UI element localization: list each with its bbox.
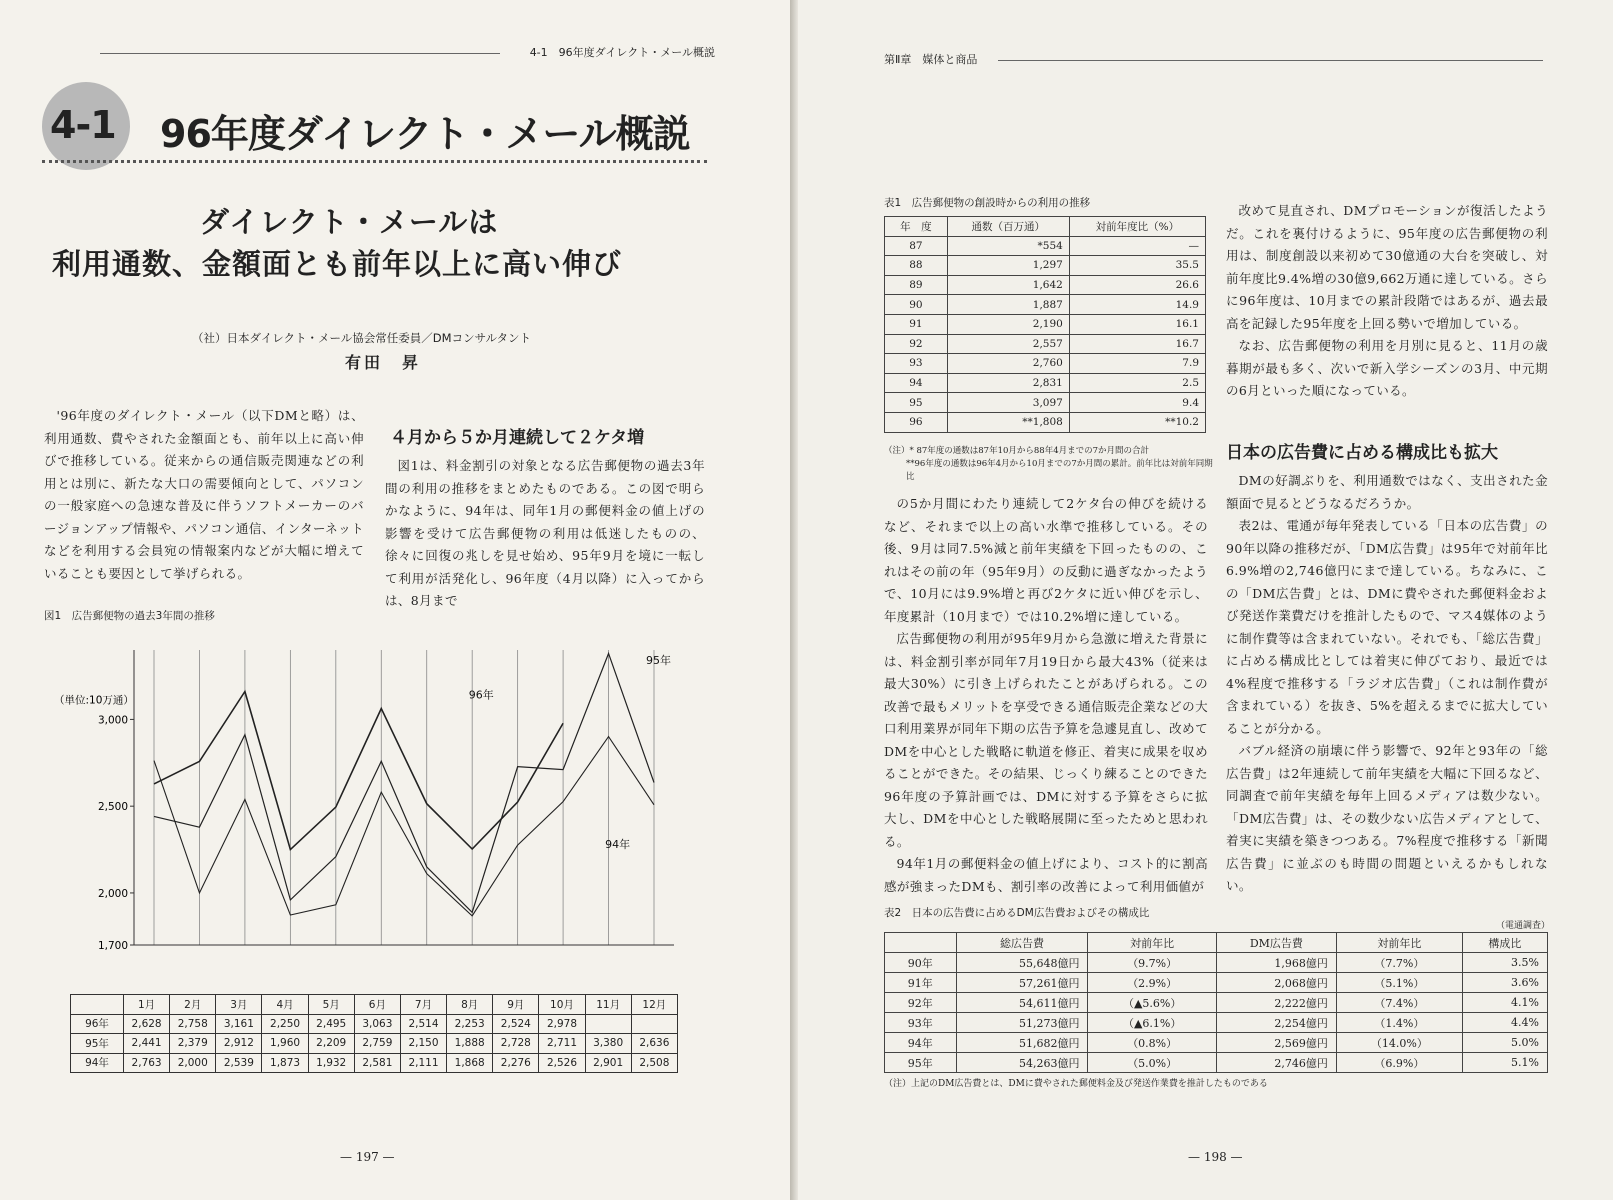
table-cell: 94年: [885, 1033, 957, 1053]
table-cell: 26.6: [1069, 275, 1205, 295]
chart-data-label: 2,636: [631, 1034, 677, 1054]
table-header-cell: 対前年比: [1088, 933, 1216, 953]
table-cell: 16.1: [1069, 314, 1205, 334]
chart-data-label: 2,441: [124, 1034, 170, 1054]
table-row: [885, 1053, 1548, 1073]
table-cell: （▲6.1%）: [1088, 1013, 1216, 1033]
chart-data-label: 1,868: [447, 1053, 493, 1073]
table1-body: [885, 236, 1206, 432]
table-header-cell: 総広告費: [956, 933, 1088, 953]
paragraph: バブル経済の崩壊に伴う影響で、92年と93年の「総広告費」は2年連続して前年実績を大幅に下回るなど、同調査で前年実績を毎年上回るメディアは数少ない。「DM広告費」は、その数少ない広告メディアとして、着実に実績を築きつつある。7%程度で推移する「新聞広告費」に並ぶのも時間の問題といえるかもしれない。: [1226, 743, 1548, 893]
table-cell: 1,968億円: [1216, 953, 1336, 973]
right-column-2: [1226, 200, 1548, 403]
series-label: 95年: [646, 653, 672, 667]
intro-paragraph: [44, 405, 364, 585]
chart-data-label: 1,873: [262, 1053, 308, 1073]
page-number: — 197 —: [340, 1150, 395, 1164]
table-cell: 16.7: [1069, 334, 1205, 354]
table-cell: 7.9: [1069, 354, 1205, 374]
table-header-cell: 対前年度比（%）: [1069, 217, 1205, 237]
paragraph: DMの好調ぶりを、利用通数ではなく、支出された金額面で見るとどうなるだろうか。: [1226, 473, 1549, 511]
table-row: [885, 973, 1548, 993]
table-row: [885, 393, 1206, 413]
chart-data-label: 3,161: [216, 1014, 262, 1034]
table1-note-2: **96年度の通数は96年4月から10月までの7か月間の累計。前年比は対前年同期比: [906, 459, 1213, 482]
table-cell: 2,760: [947, 354, 1069, 374]
table2-header-row: [885, 933, 1548, 953]
table-cell: 3,097: [947, 393, 1069, 413]
left-page: [0, 0, 790, 1200]
running-head-rule: [100, 53, 500, 54]
chart-data-label: 2,912: [216, 1034, 262, 1054]
series-name: 94年: [71, 1053, 124, 1073]
table1: [884, 216, 1206, 433]
y-tick-label: 1,700: [97, 940, 128, 952]
y-axis-label: （単位:10万通）: [54, 694, 134, 707]
table-cell: 93年: [885, 1013, 957, 1033]
table2-source: （電通調査）: [1495, 921, 1550, 931]
table-header-cell: [885, 933, 957, 953]
table2: [884, 932, 1548, 1073]
chart-data-label: 2,111: [400, 1053, 446, 1073]
chart-data-label: 2,508: [631, 1053, 677, 1073]
chart-data-label: 2,759: [354, 1034, 400, 1054]
chart-tick-label: 3月: [216, 995, 262, 1015]
table-cell: 2,190: [947, 314, 1069, 334]
paragraph: の5か月間にわたり連続して2ケタ台の伸びを続けるなど、それまで以上の高い水準で推移している。その後、9月は同7.5%減と前年実績を下回ったものの、これはその前の年（95年9月）の反動に過ぎなかったようで、10月には9.9%増と再び2ケタに近い伸びを示し、年度累計（10月まで）では10.2%増に達している。: [884, 496, 1208, 624]
table-header-cell: [71, 995, 124, 1015]
paragraph: 94年1月の郵便料金の値上げにより、コスト的に割高感が強まったDMも、割引率の改善によって利用価値が: [884, 856, 1208, 894]
chart-data-table: [70, 994, 678, 1073]
chart-tick-label: 6月: [354, 995, 400, 1015]
author-name: 有田 昇: [345, 353, 422, 372]
table-cell: *554: [947, 236, 1069, 256]
table-cell: （5.1%）: [1336, 973, 1462, 993]
table-row: [885, 993, 1548, 1013]
table1-header-row: [885, 217, 1206, 237]
table-cell: 2.5: [1069, 373, 1205, 393]
table-cell: 89: [885, 275, 948, 295]
column-subheading: ４月から５か月連続して２ケタ増: [390, 428, 645, 448]
chart-tick-label: 8月: [447, 995, 493, 1015]
table-cell: （0.8%）: [1088, 1033, 1216, 1053]
chart-data-label: 1,888: [447, 1034, 493, 1054]
table-cell: 91: [885, 314, 948, 334]
chart-data-label: 2,758: [170, 1014, 216, 1034]
table-cell: 51,273億円: [956, 1013, 1088, 1033]
y-tick-label: 3,000: [97, 714, 128, 727]
table-cell: 91年: [885, 973, 957, 993]
table-header-cell: 構成比: [1462, 933, 1547, 953]
table-cell: 35.5: [1069, 256, 1205, 276]
series-line: [154, 653, 654, 912]
chart-data-label: 2,276: [493, 1053, 539, 1073]
table-cell: （7.4%）: [1336, 993, 1462, 1013]
series-label: 96年: [468, 688, 494, 702]
chart-data-label: 2,250: [262, 1014, 308, 1034]
table-cell: 2,068億円: [1216, 973, 1336, 993]
y-tick-label: 2,000: [97, 887, 128, 900]
headline-line-2: 利用通数、金額面とも前年以上に高い伸び: [52, 247, 623, 281]
y-tick-label: 2,500: [97, 801, 128, 814]
running-head: 4-1 96年度ダイレクト・メール概説: [529, 46, 715, 59]
chart-data-label: 2,209: [308, 1034, 354, 1054]
table-cell: 57,261億円: [956, 973, 1088, 993]
right-column-2b: [1226, 470, 1548, 898]
chart-data-label: [631, 1014, 677, 1034]
chart-table-body: [71, 1014, 678, 1073]
intro-text: '96年度のダイレクト・メール（以下DMと略）は、利用通数、費やされた金額面とも、前年以上に高い伸びで推移している。従来からの通信販売関連などの利用とは別に、新たな大口の需要傾向として、パソコンの一般家庭への急速な普及に伴うソフトメーカーのバージョンアップ情報や、パソコン通信、インターネットなどを利用する会員宛の情報案内などが大幅に増えていることも要因として挙げられる。: [44, 408, 364, 581]
table-cell: 94: [885, 373, 948, 393]
table-header-cell: 年 度: [885, 217, 948, 237]
table-cell: （7.7%）: [1336, 953, 1462, 973]
table-cell: 2,569億円: [1216, 1033, 1336, 1053]
table-cell: 1,642: [947, 275, 1069, 295]
table-cell: 5.0%: [1462, 1033, 1547, 1053]
table-cell: 2,557: [947, 334, 1069, 354]
table-cell: 92: [885, 334, 948, 354]
chart-data-label: 2,379: [170, 1034, 216, 1054]
table1-notes: [884, 445, 1214, 484]
table-cell: （▲5.6%）: [1088, 993, 1216, 1013]
table-cell: 4.4%: [1462, 1013, 1547, 1033]
table-header-cell: 対前年比: [1336, 933, 1462, 953]
paragraph: 改めて見直され、DMプロモーションが復活したようだ。これを裏付けるように、95年度の広告郵便物の利用は、制度創設以来初めて30億通の大台を突破し、対前年度比9.4%増の30億9,662万通に達している。さらに96年度は、10月までの累計段階ではあるが、過去最高を記録した95年度を上回る勢いで増加している。: [1226, 203, 1548, 331]
series-name: 96年: [71, 1014, 124, 1034]
table-row: [71, 1053, 678, 1073]
chart-data-label: 2,514: [400, 1014, 446, 1034]
table-cell: 54,611億円: [956, 993, 1088, 1013]
table-cell: 87: [885, 236, 948, 256]
table-cell: **10.2: [1069, 412, 1205, 432]
right-column-1: [884, 493, 1208, 898]
table-cell: 92年: [885, 993, 957, 1013]
chart-data-label: 3,063: [354, 1014, 400, 1034]
table-cell: 95年: [885, 1053, 957, 1073]
chart-data-label: 2,526: [539, 1053, 585, 1073]
table-cell: 51,682億円: [956, 1033, 1088, 1053]
table-row: [885, 314, 1206, 334]
running-head: 第Ⅱ章 媒体と商品: [884, 53, 978, 66]
table-header-cell: DM広告費: [1216, 933, 1336, 953]
table-cell: 1,297: [947, 256, 1069, 276]
table-row: [885, 236, 1206, 256]
right-subheading: 日本の広告費に占める構成比も拡大: [1226, 443, 1498, 463]
table2-note: （注）上記のDM広告費とは、DMに費やされた郵便料金及び発送作業費を推計したものである: [884, 1079, 1268, 1089]
table2-body: [885, 953, 1548, 1073]
table2-caption: 表2 日本の広告費に占めるDM広告費およびその構成比: [884, 907, 1150, 919]
title-dotted-rule: [42, 160, 707, 163]
table-cell: （9.7%）: [1088, 953, 1216, 973]
table-row: [885, 412, 1206, 432]
chart-tick-label: 5月: [308, 995, 354, 1015]
line-chart: [44, 640, 684, 970]
series-label: 94年: [605, 837, 631, 851]
table-cell: （2.9%）: [1088, 973, 1216, 993]
chart-data-label: 1,960: [262, 1034, 308, 1054]
chart-data-label: 1,932: [308, 1053, 354, 1073]
table-cell: **1,808: [947, 412, 1069, 432]
table-cell: （5.0%）: [1088, 1053, 1216, 1073]
table-row: [885, 354, 1206, 374]
chart-data-label: 2,495: [308, 1014, 354, 1034]
table-row: [885, 334, 1206, 354]
table-cell: 55,648億円: [956, 953, 1088, 973]
table-header-cell: 通数（百万通）: [947, 217, 1069, 237]
table-cell: 90年: [885, 953, 957, 973]
table-cell: 2,831: [947, 373, 1069, 393]
chart-tick-label: 2月: [170, 995, 216, 1015]
table-row: [71, 1014, 678, 1034]
chart-data-label: 2,000: [170, 1053, 216, 1073]
chart-tick-label: 12月: [631, 995, 677, 1015]
paragraph: 広告郵便物の利用が95年9月から急激に増えた背景には、料金割引率が同年7月19日から最大43%（従来は最大30%）に引き上げられたことがあげられる。この改善で最もメリットを享受できる通信販売企業などの大口利用業界が同年下期の広告予算を急遽見直し、改めてDMを中心とした戦略に軌道を修正、着実に成果を収めることができた。その結果、じっくり練ることのできた96年度の予算計画では、DMに対する予算をさらに拡大し、DMを中心とした戦略展開に至ったためと思われる。: [884, 631, 1208, 849]
headline-line-1: ダイレクト・メールは: [200, 205, 499, 239]
chart-data-label: 3,380: [585, 1034, 631, 1054]
page-title: 96年度ダイレクト・メール概説: [160, 112, 690, 156]
table-cell: （1.4%）: [1336, 1013, 1462, 1033]
figure-caption: 図1 広告郵便物の過去3年間の推移: [44, 610, 215, 622]
table1-note-1: （注）* 87年度の通数は87年10月から88年4月までの7か月間の合計: [884, 446, 1150, 456]
chart-data-label: 2,628: [124, 1014, 170, 1034]
table-row: [885, 256, 1206, 276]
table-cell: 4.1%: [1462, 993, 1547, 1013]
table-cell: （6.9%）: [1336, 1053, 1462, 1073]
chart-data-label: 2,711: [539, 1034, 585, 1054]
chart-tick-label: 10月: [539, 995, 585, 1015]
table-cell: 54,263億円: [956, 1053, 1088, 1073]
running-head-rule: [998, 60, 1543, 61]
chart-data-label: [585, 1014, 631, 1034]
table-row: [885, 275, 1206, 295]
table-cell: 3.5%: [1462, 953, 1547, 973]
table-row: [885, 295, 1206, 315]
table-row: [885, 1013, 1548, 1033]
table-cell: （14.0%）: [1336, 1033, 1462, 1053]
table-row: [885, 373, 1206, 393]
series-line: [154, 737, 654, 916]
chart-data-label: 2,901: [585, 1053, 631, 1073]
chart-table-header-row: [71, 995, 678, 1015]
right-page: [798, 0, 1613, 1200]
column2-text: 図1は、料金割引の対象となる広告郵便物の過去3年間の利用の推移をまとめたものである。この図で明らかなように、94年は、同年1月の郵便料金の値上げの影響を受けて広告郵便物の利用は低迷したものの、徐々に回復の兆しを見せ始め、95年9月を境に一転して利用が活発化し、96年度（4月以降）に入ってからは、8月まで: [385, 458, 705, 608]
table-cell: 1,887: [947, 295, 1069, 315]
author-affiliation: （社）日本ダイレクト・メール協会常任委員／DMコンサルタント: [192, 331, 532, 345]
chart-tick-label: 11月: [585, 995, 631, 1015]
paragraph: 表2は、電通が毎年発表している「日本の広告費」の90年以降の推移だが、「DM広告費」は95年で対前年比6.9%増の2,746億円にまで達している。ちなみに、この「DM広告費」とは、DMに費やされた郵便料金および発送作業費だけを推計したもので、マス4媒体のように制作費等は含まれていない。それでも、「総広告費」に占める構成比としては着実に伸びており、最近では4%程度で推移する「ラジオ広告費」（これは制作費が含まれている）を抜き、5%を超えるまでに拡大していることが分かる。: [1226, 518, 1548, 736]
page-number: — 198 —: [1188, 1150, 1243, 1164]
chart-data-label: 2,524: [493, 1014, 539, 1034]
chart-data-label: 2,539: [216, 1053, 262, 1073]
chart-tick-label: 9月: [493, 995, 539, 1015]
chart-data-label: 2,253: [447, 1014, 493, 1034]
table-cell: 96: [885, 412, 948, 432]
series-name: 95年: [71, 1034, 124, 1054]
table1-caption: 表1 広告郵便物の創設時からの利用の推移: [884, 197, 1091, 209]
table-cell: 5.1%: [1462, 1053, 1547, 1073]
table-cell: 2,254億円: [1216, 1013, 1336, 1033]
table-cell: 2,746億円: [1216, 1053, 1336, 1073]
chart-tick-label: 7月: [400, 995, 446, 1015]
table-cell: 88: [885, 256, 948, 276]
column2-paragraph: [385, 455, 705, 613]
table-cell: 90: [885, 295, 948, 315]
table-row: [71, 1034, 678, 1054]
chart-data-label: 2,763: [124, 1053, 170, 1073]
chart-tick-label: 4月: [262, 995, 308, 1015]
chart-data-label: 2,150: [400, 1034, 446, 1054]
table-row: [885, 953, 1548, 973]
table-cell: 14.9: [1069, 295, 1205, 315]
table-cell: —: [1069, 236, 1205, 256]
table-row: [885, 1033, 1548, 1053]
book-gutter: [790, 0, 798, 1200]
chart-tick-label: 1月: [124, 995, 170, 1015]
paragraph: なお、広告郵便物の利用を月別に見ると、11月の歳暮期が最も多く、次いで新入学シーズンの3月、中元期の6月といった順になっている。: [1226, 338, 1548, 398]
series-line: [154, 691, 563, 849]
table-cell: 9.4: [1069, 393, 1205, 413]
section-number: 4-1: [50, 103, 116, 147]
chart-data-label: 2,728: [493, 1034, 539, 1054]
table-cell: 3.6%: [1462, 973, 1547, 993]
chart-data-label: 2,581: [354, 1053, 400, 1073]
table-cell: 2,222億円: [1216, 993, 1336, 1013]
table-cell: 93: [885, 354, 948, 374]
table-cell: 95: [885, 393, 948, 413]
chart-data-label: 2,978: [539, 1014, 585, 1034]
